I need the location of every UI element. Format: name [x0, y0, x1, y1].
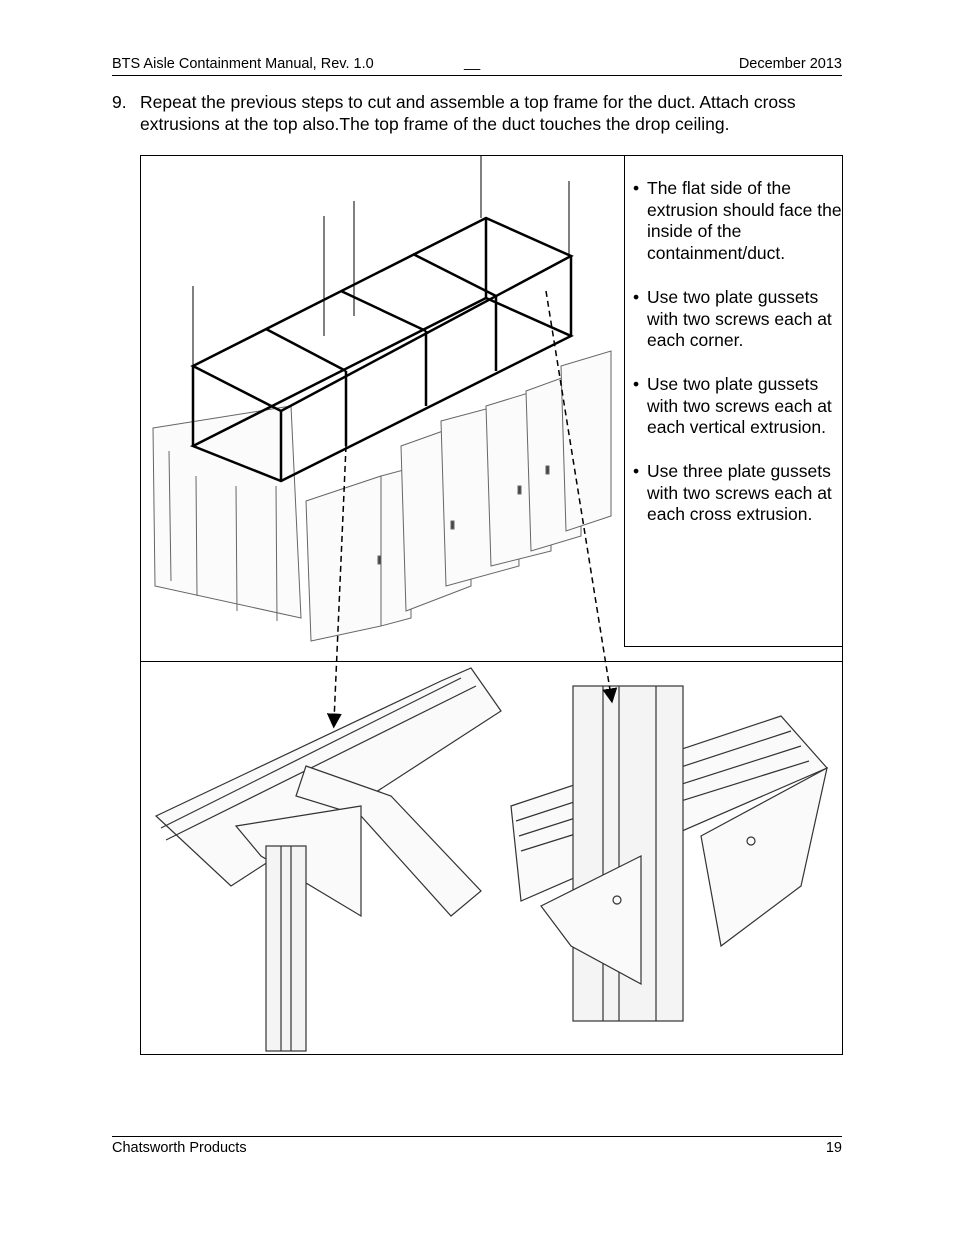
notes-panel [624, 156, 842, 647]
header-date: December 2013 [738, 56, 842, 72]
bullet-icon: • [633, 286, 640, 307]
assembly-figure [140, 155, 843, 1055]
page-header [112, 55, 842, 76]
vertical-extrusion-detail-illustration [511, 686, 827, 1021]
bullet-icon: • [633, 178, 640, 198]
manual-title: BTS Aisle Containment Manual, Rev. 1.0 [112, 56, 374, 72]
note-item: • Use two plate gussets with two screws each at each vertical extrusion. [633, 373, 832, 438]
step-number: 9. [112, 92, 127, 112]
page-footer [112, 1136, 842, 1156]
header-mark: __ [464, 55, 481, 71]
corner-detail-illustration [156, 668, 501, 1051]
note-item: • Use two plate gussets with two screws each at each corner. [633, 286, 832, 351]
bullet-icon: • [633, 461, 640, 482]
note-item: • The flat side of the extrusion should face the inside of the containment/duct. [633, 178, 842, 264]
footer-company: Chatsworth Products [112, 1140, 247, 1156]
bullet-icon: • [633, 373, 640, 394]
figure-divider [141, 661, 842, 662]
step-text: Repeat the previous steps to cut and assemble a top frame for the duct. Attach cross extrusions at the top also.The top frame of the duct touches the drop ceiling. [140, 92, 796, 134]
cabinet-row-illustration [153, 351, 611, 641]
note-item: • Use three plate gussets with two screws each at each cross extrusion. [633, 461, 832, 525]
page-number: 19 [825, 1140, 842, 1156]
